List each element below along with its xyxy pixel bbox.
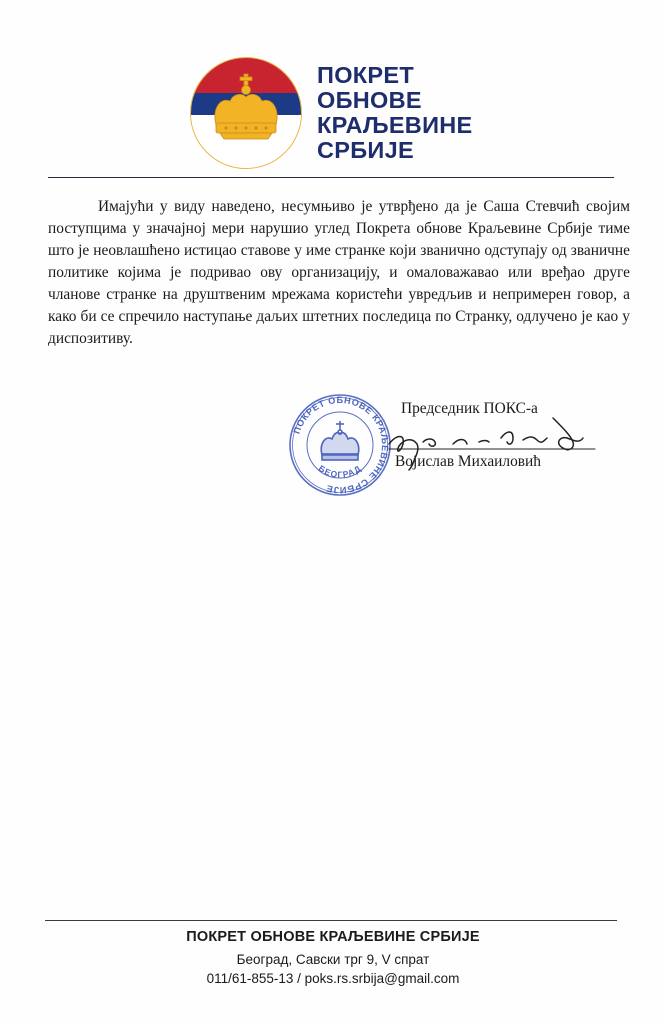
signatory-name: Војислав Михаиловић [395, 453, 541, 470]
footer-address: Београд, Савски трг 9, V спрат [236, 952, 430, 967]
signature-title: Председник ПОКС-а [401, 400, 538, 417]
crown-flag-logo-icon [190, 57, 302, 169]
svg-text:БЕОГРАД [317, 463, 363, 480]
org-name-line: ПОКРЕТ [317, 62, 415, 88]
organization-name [317, 63, 473, 163]
org-name-line: КРАЉЕВИНЕ [317, 112, 473, 138]
stamp-city: БЕОГРАД [316, 462, 364, 480]
footer-divider [45, 920, 617, 921]
header-divider [48, 177, 614, 178]
body-paragraph: Имајући у виду наведено, несумњиво је утврђено да је Саша Стевчић својим поступцима у значајној мери нарушио углед Покрета обнове Краљевине Србије тиме што је неовлашћено истицао ставове у име странке који званично одступају од званичне политике којима је подривао ову организацију, и омаловажавао или вређао друге чланове странке на друштвеним мрежама користећи увредљив и непримерен говор, а како би се спречило наступање даљих штетних последица по Странку, одлучено је као у диспозитиву. [48, 198, 630, 347]
org-name-line: ОБНОВЕ [317, 87, 422, 113]
footer [0, 928, 666, 988]
footer-org-name: ПОКРЕТ ОБНОВЕ КРАЉЕВИНЕ СРБИЈЕ [186, 929, 480, 945]
footer-contact: 011/61-855-13 / poks.rs.srbija@gmail.com [206, 971, 460, 986]
official-stamp-icon [288, 393, 392, 497]
org-name-line: СРБИЈЕ [317, 137, 414, 163]
stamp-text: ПОКРЕТ ОБНОВЕ КРАЉЕВИНЕ СРБИЈЕ [291, 394, 391, 496]
